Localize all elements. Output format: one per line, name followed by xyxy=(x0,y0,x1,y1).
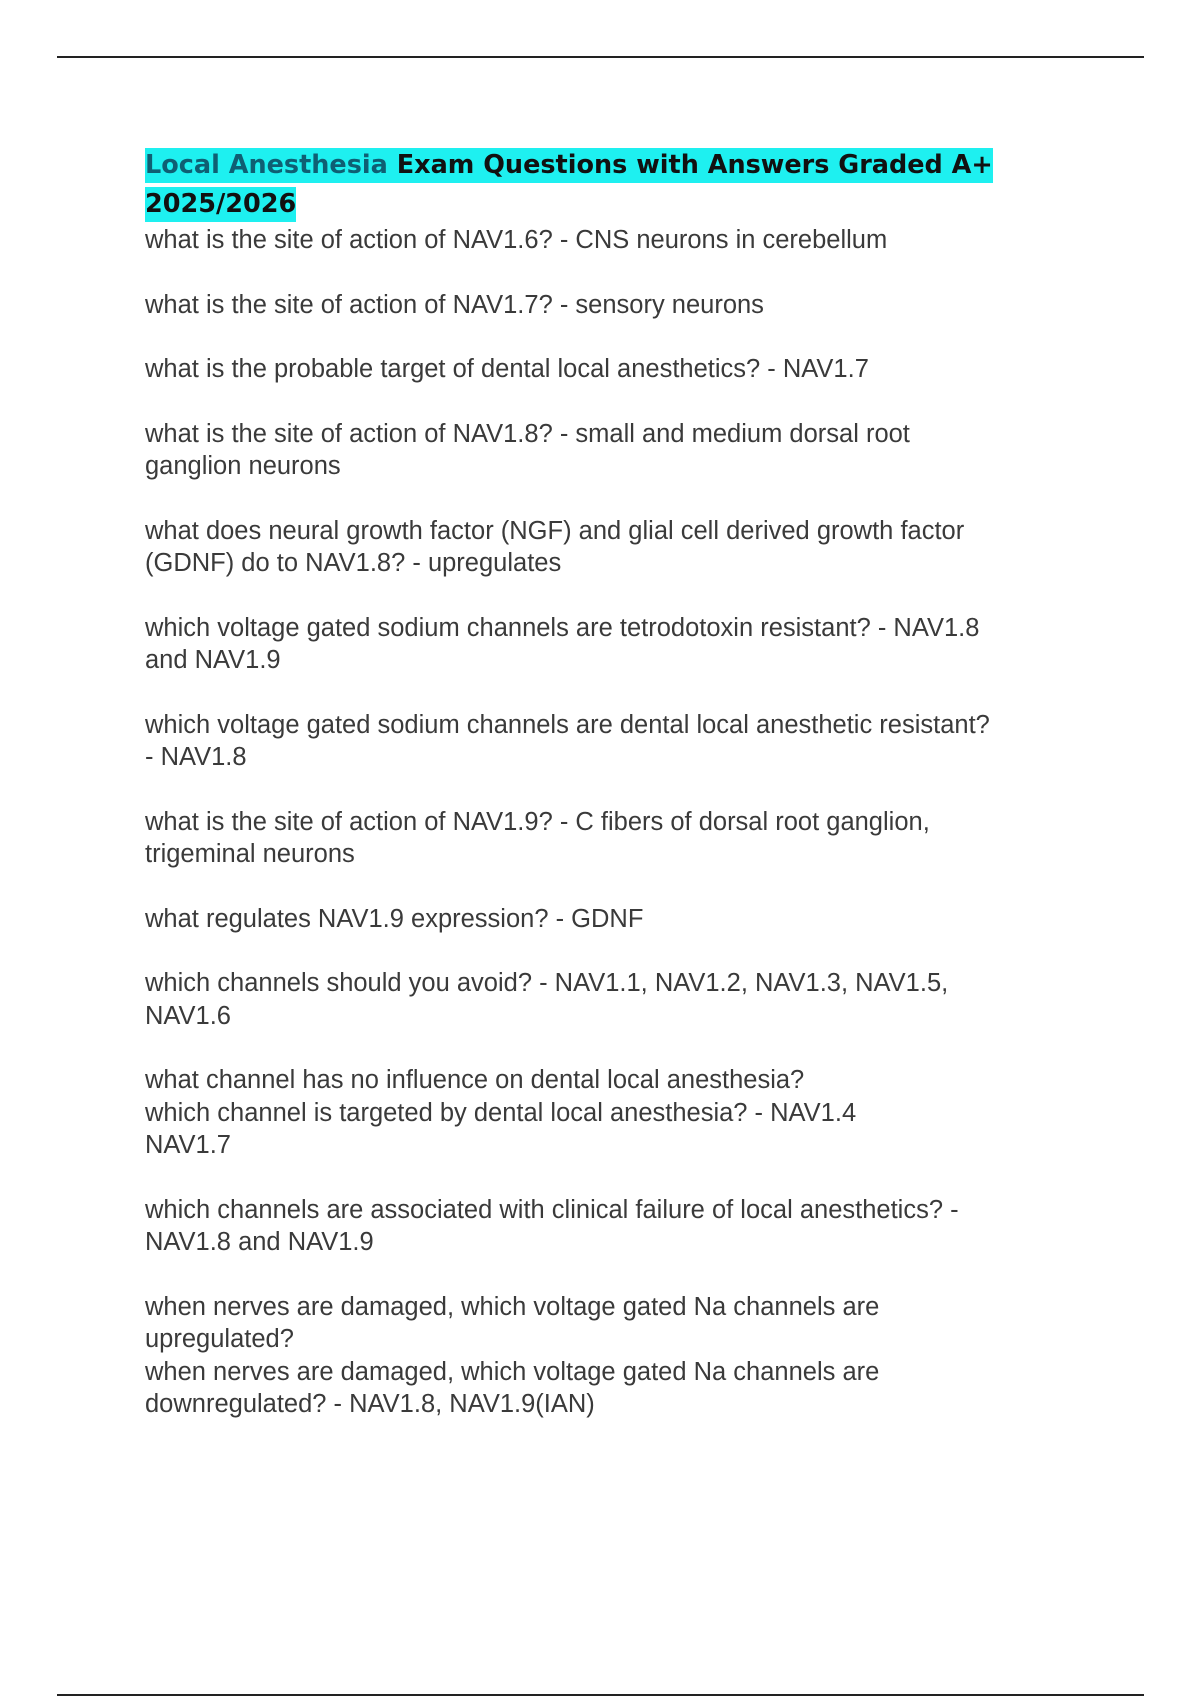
qa-item: what does neural growth factor (NGF) and glial cell derived growth factor (GDNF) do to NAV1.8? - upregulates xyxy=(145,516,965,577)
document-body xyxy=(145,146,1085,1453)
qa-item: what is the site of action of NAV1.8? - small and medium dorsal root ganglion neurons xyxy=(145,419,910,480)
qa-item: what regulates NAV1.9 expression? - GDNF xyxy=(145,904,644,933)
qa-item: what is the probable target of dental local anesthetics? - NAV1.7 xyxy=(145,355,869,383)
qa-item: when nerves are damaged, which voltage gated Na channels are upregulated? when nerves are damaged, which voltage gated Na channels are downregulated? - NAV1.8, NAV1.9(IAN) xyxy=(145,1292,880,1418)
qa-item: what is the site of action of NAV1.9? - C fibers of dorsal root ganglion, trigeminal neurons xyxy=(145,807,930,868)
qa-item: which voltage gated sodium channels are dental local anesthetic resistant? - NAV1.8 xyxy=(145,710,990,771)
qa-item: what is the site of action of NAV1.6? - CNS neurons in cerebellum xyxy=(145,226,888,254)
qa-item: what is the site of action of NAV1.7? - sensory neurons xyxy=(145,290,764,319)
title-highlight-keyword: Local Anesthesia xyxy=(145,150,388,180)
qa-item: which voltage gated sodium channels are tetrodotoxin resistant? - NAV1.8 and NAV1.9 xyxy=(145,613,980,674)
qa-item: which channels are associated with clinical failure of local anesthetics? - NAV1.8 and NAV1.9 xyxy=(145,1195,959,1256)
qa-list xyxy=(145,224,1085,1421)
qa-item: which channels should you avoid? - NAV1.1, NAV1.2, NAV1.3, NAV1.5, NAV1.6 xyxy=(145,969,949,1030)
document-title xyxy=(145,146,1085,224)
title-text: Exam Questions with Answers Graded A+ 2025/2026 xyxy=(145,150,993,219)
footer-rule xyxy=(57,1694,1144,1696)
title-highlight xyxy=(145,148,993,222)
qa-item: what channel has no influence on dental local anesthesia? which channel is targeted by dental local anesthesia? - NAV1.4 NAV1.7 xyxy=(145,1066,857,1159)
header-rule xyxy=(57,56,1144,58)
